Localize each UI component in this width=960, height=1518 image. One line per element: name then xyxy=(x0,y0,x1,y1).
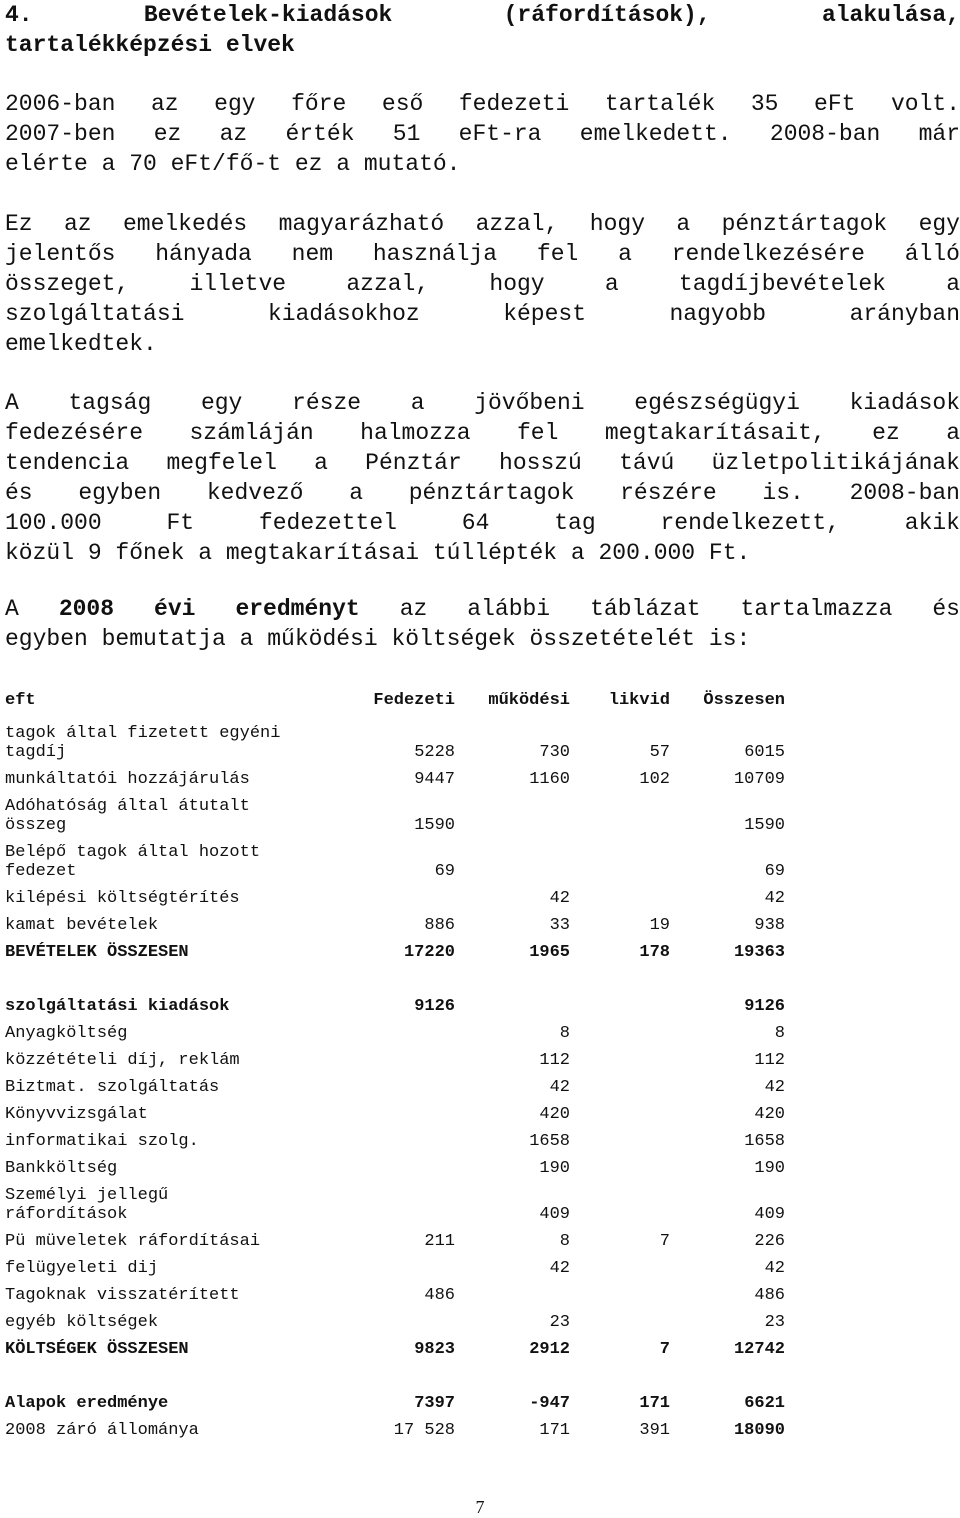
row-label: KÖLTSÉGEK ÖSSZESEN xyxy=(5,1340,189,1359)
table-row xyxy=(5,1124,785,1151)
table-row xyxy=(5,1278,785,1305)
cell-value xyxy=(350,1124,455,1151)
cell-value: 486 xyxy=(424,1286,455,1305)
section-heading xyxy=(5,0,960,60)
spacer-row xyxy=(5,962,785,989)
cell-value: 190 xyxy=(539,1159,570,1178)
cell-value: 8 xyxy=(774,1024,785,1043)
cell-value xyxy=(570,1043,670,1070)
paragraph-2 xyxy=(5,209,960,359)
cell-value xyxy=(350,1305,455,1332)
cell-value: 12742 xyxy=(733,1340,785,1359)
cell-value: 1590 xyxy=(414,816,455,835)
word: A xyxy=(5,596,19,622)
cell-value xyxy=(570,1278,670,1305)
cell-value xyxy=(350,1151,455,1178)
cell-value: 211 xyxy=(424,1232,455,1251)
text-line: A tagság egy része a jövőbeni egészségügyi kiadások xyxy=(5,390,960,416)
row-label: Pü müveletek ráfordításai xyxy=(5,1232,261,1251)
heading-number: 4. xyxy=(5,2,33,28)
table-row xyxy=(5,935,785,962)
cell-value xyxy=(455,1278,570,1305)
cell-value: 2912 xyxy=(529,1340,570,1359)
table-row xyxy=(5,1332,785,1359)
table-row xyxy=(5,1043,785,1070)
cell-value: 409 xyxy=(754,1205,785,1224)
text-line: jelentős hányada nem használja fel a rendelkezésére álló xyxy=(5,241,960,267)
cell-value: 112 xyxy=(754,1051,785,1070)
table-row xyxy=(5,835,785,881)
row-label: informatikai szolg. xyxy=(5,1132,199,1151)
cell-value xyxy=(570,1251,670,1278)
cell-value: 486 xyxy=(754,1286,785,1305)
cell-value: 69 xyxy=(764,862,785,881)
table-row xyxy=(5,989,785,1016)
table-row xyxy=(5,1386,785,1413)
text-line: 2007-ben ez az érték 51 eFt-ra emelkedett. 2008-ban már xyxy=(5,121,960,147)
cell-value xyxy=(350,1097,455,1124)
heading-word: (ráfordítások), xyxy=(503,2,711,28)
cell-value: 171 xyxy=(639,1394,670,1413)
cell-value: 112 xyxy=(539,1051,570,1070)
column-header: eft xyxy=(5,691,36,710)
cell-value: 9823 xyxy=(414,1340,455,1359)
table-row xyxy=(5,1178,785,1224)
text-line: 2006-ban az egy főre eső fedezeti tartalék 35 eFt volt. xyxy=(5,91,960,117)
cell-value xyxy=(350,1070,455,1097)
row-label: felügyeleti dij xyxy=(5,1259,159,1278)
row-label: Alapok eredménye xyxy=(5,1394,169,1413)
page-number: 7 xyxy=(475,1497,485,1517)
cell-value: 226 xyxy=(754,1232,785,1251)
text-line: fedezésére számláján halmozza fel megtakarításait, ez a xyxy=(5,420,960,446)
cell-value: 42 xyxy=(549,889,570,908)
cell-value xyxy=(455,789,570,835)
cell-value: 42 xyxy=(764,1078,785,1097)
cell-value: 391 xyxy=(639,1421,670,1440)
cell-value xyxy=(570,881,670,908)
text-line: közül 9 főnek a megtakarításai túllépték a 200.000 Ft. xyxy=(5,540,751,566)
text-line: egyben bemutatja a működési költségek összetételét is: xyxy=(5,626,751,652)
cell-value: 19 xyxy=(649,916,670,935)
column-header: működési xyxy=(488,691,570,710)
cell-value: 420 xyxy=(539,1105,570,1124)
row-label: tagok által fizetett egyéni tagdíj xyxy=(5,724,281,762)
paragraph-3 xyxy=(5,388,960,568)
table-row xyxy=(5,1305,785,1332)
cell-value xyxy=(455,989,570,1016)
table-row xyxy=(5,716,785,762)
word: táblázat xyxy=(590,596,701,622)
cell-value: 42 xyxy=(549,1259,570,1278)
row-label: kilépési költségtérítés xyxy=(5,889,240,908)
text-line: szolgáltatási kiadásokhoz képest nagyobb arányban xyxy=(5,301,960,327)
cell-value: 7 xyxy=(659,1340,670,1359)
cell-value: 8 xyxy=(559,1024,570,1043)
cell-value xyxy=(350,1043,455,1070)
cell-value: 9126 xyxy=(414,997,455,1016)
row-label: Adóhatóság által átutalt összeg xyxy=(5,797,250,835)
bold-word: 2008 xyxy=(58,596,115,622)
cell-value: 171 xyxy=(539,1421,570,1440)
table-row xyxy=(5,881,785,908)
text-line: emelkedtek. xyxy=(5,331,157,357)
cell-value xyxy=(570,1305,670,1332)
word: alábbi xyxy=(467,596,551,622)
row-label: kamat bevételek xyxy=(5,916,159,935)
text-line: 100.000 Ft fedezettel 64 tag rendelkezett, akik xyxy=(5,510,960,536)
row-label: Biztmat. szolgáltatás xyxy=(5,1078,220,1097)
cell-value: 6015 xyxy=(744,743,785,762)
row-label: Anyagköltség xyxy=(5,1024,128,1043)
cell-value: 42 xyxy=(764,1259,785,1278)
cell-value: -947 xyxy=(529,1394,570,1413)
cell-value: 17 528 xyxy=(393,1421,455,1440)
cell-value: 7397 xyxy=(414,1394,455,1413)
table-row xyxy=(5,762,785,789)
spacer-row xyxy=(5,1359,785,1386)
cell-value: 886 xyxy=(424,916,455,935)
table-row xyxy=(5,1224,785,1251)
cell-value: 1658 xyxy=(744,1132,785,1151)
heading-line-1 xyxy=(5,0,960,30)
cell-value: 17220 xyxy=(403,943,455,962)
row-label: közzétételi díj, reklám xyxy=(5,1051,240,1070)
cell-value: 190 xyxy=(754,1159,785,1178)
cell-value: 1160 xyxy=(529,770,570,789)
cell-value: 9447 xyxy=(414,770,455,789)
row-label: Könyvvizsgálat xyxy=(5,1105,148,1124)
paragraph-1 xyxy=(5,89,960,179)
row-label: Bankköltség xyxy=(5,1159,118,1178)
cell-value xyxy=(570,789,670,835)
cell-value xyxy=(350,1251,455,1278)
cell-value xyxy=(350,1016,455,1043)
table-row xyxy=(5,1151,785,1178)
row-label: szolgáltatási kiadások xyxy=(5,997,230,1016)
cell-value: 938 xyxy=(754,916,785,935)
text-line: elérte a 70 eFt/fő-t ez a mutató. xyxy=(5,151,461,177)
cell-value: 730 xyxy=(539,743,570,762)
text-line: összeget, illetve azzal, hogy a tagdíjbevételek a xyxy=(5,271,960,297)
heading-line-2: tartalékképzési elvek xyxy=(5,32,295,58)
cell-value xyxy=(455,835,570,881)
cell-value xyxy=(350,1178,455,1224)
heading-word: alakulása, xyxy=(821,2,960,28)
bold-word: évi xyxy=(154,596,196,622)
table-row xyxy=(5,1097,785,1124)
cell-value: 33 xyxy=(549,916,570,935)
cell-value xyxy=(570,1151,670,1178)
text-line: és egyben kedvező a pénztártagok részére is. 2008-ban xyxy=(5,480,960,506)
cell-value: 69 xyxy=(434,862,455,881)
row-label: Belépő tagok által hozott fedezet xyxy=(5,843,261,881)
table-row xyxy=(5,1070,785,1097)
cell-value: 42 xyxy=(549,1078,570,1097)
text-line xyxy=(5,594,960,624)
table-header-row xyxy=(5,680,785,710)
table-row xyxy=(5,1016,785,1043)
cell-value: 42 xyxy=(764,889,785,908)
cell-value xyxy=(570,989,670,1016)
column-header: likvid xyxy=(608,691,670,710)
cell-value: 102 xyxy=(639,770,670,789)
cell-value: 5228 xyxy=(414,743,455,762)
cell-value xyxy=(570,1070,670,1097)
cell-value xyxy=(570,1097,670,1124)
cell-value: 23 xyxy=(764,1313,785,1332)
table-row xyxy=(5,1413,785,1440)
row-label: 2008 záró állománya xyxy=(5,1421,199,1440)
cell-value: 8 xyxy=(559,1232,570,1251)
cell-value: 420 xyxy=(754,1105,785,1124)
heading-word: Bevételek-kiadások xyxy=(143,2,393,28)
cell-value xyxy=(570,835,670,881)
cell-value: 7 xyxy=(659,1232,670,1251)
row-label: Személyi jellegű ráfordítások xyxy=(5,1186,169,1224)
cell-value: 19363 xyxy=(733,943,785,962)
row-label: egyéb költségek xyxy=(5,1313,159,1332)
word: és xyxy=(932,596,960,622)
cell-value: 18090 xyxy=(733,1421,785,1440)
bold-word: eredményt xyxy=(235,596,360,622)
row-label: Tagoknak visszatérített xyxy=(5,1286,240,1305)
word: az xyxy=(399,596,428,622)
column-header: Összesen xyxy=(703,691,785,710)
cell-value xyxy=(570,1124,670,1151)
paragraph-4 xyxy=(5,594,960,654)
cell-value: 10709 xyxy=(733,770,785,789)
text-line: tendencia megfelel a Pénztár hosszú távú üzletpolitikájának xyxy=(5,450,960,476)
cell-value: 1590 xyxy=(744,816,785,835)
cell-value xyxy=(570,1016,670,1043)
cell-value: 1658 xyxy=(529,1132,570,1151)
table-row xyxy=(5,908,785,935)
column-header: Fedezeti xyxy=(373,691,455,710)
cell-value: 178 xyxy=(639,943,670,962)
cell-value xyxy=(570,1178,670,1224)
row-label: BEVÉTELEK ÖSSZESEN xyxy=(5,943,189,962)
word: tartalmazza xyxy=(740,596,893,622)
cell-value: 1965 xyxy=(529,943,570,962)
cell-value: 23 xyxy=(549,1313,570,1332)
text-line: Ez az emelkedés magyarázható azzal, hogy a pénztártagok egy xyxy=(5,211,960,237)
cell-value: 6621 xyxy=(744,1394,785,1413)
cell-value: 409 xyxy=(539,1205,570,1224)
row-label: munkáltatói hozzájárulás xyxy=(5,770,250,789)
cell-value xyxy=(350,881,455,908)
cell-value: 57 xyxy=(649,743,670,762)
table-row xyxy=(5,1251,785,1278)
cell-value: 9126 xyxy=(744,997,785,1016)
table-row xyxy=(5,789,785,835)
results-table xyxy=(5,680,785,1440)
